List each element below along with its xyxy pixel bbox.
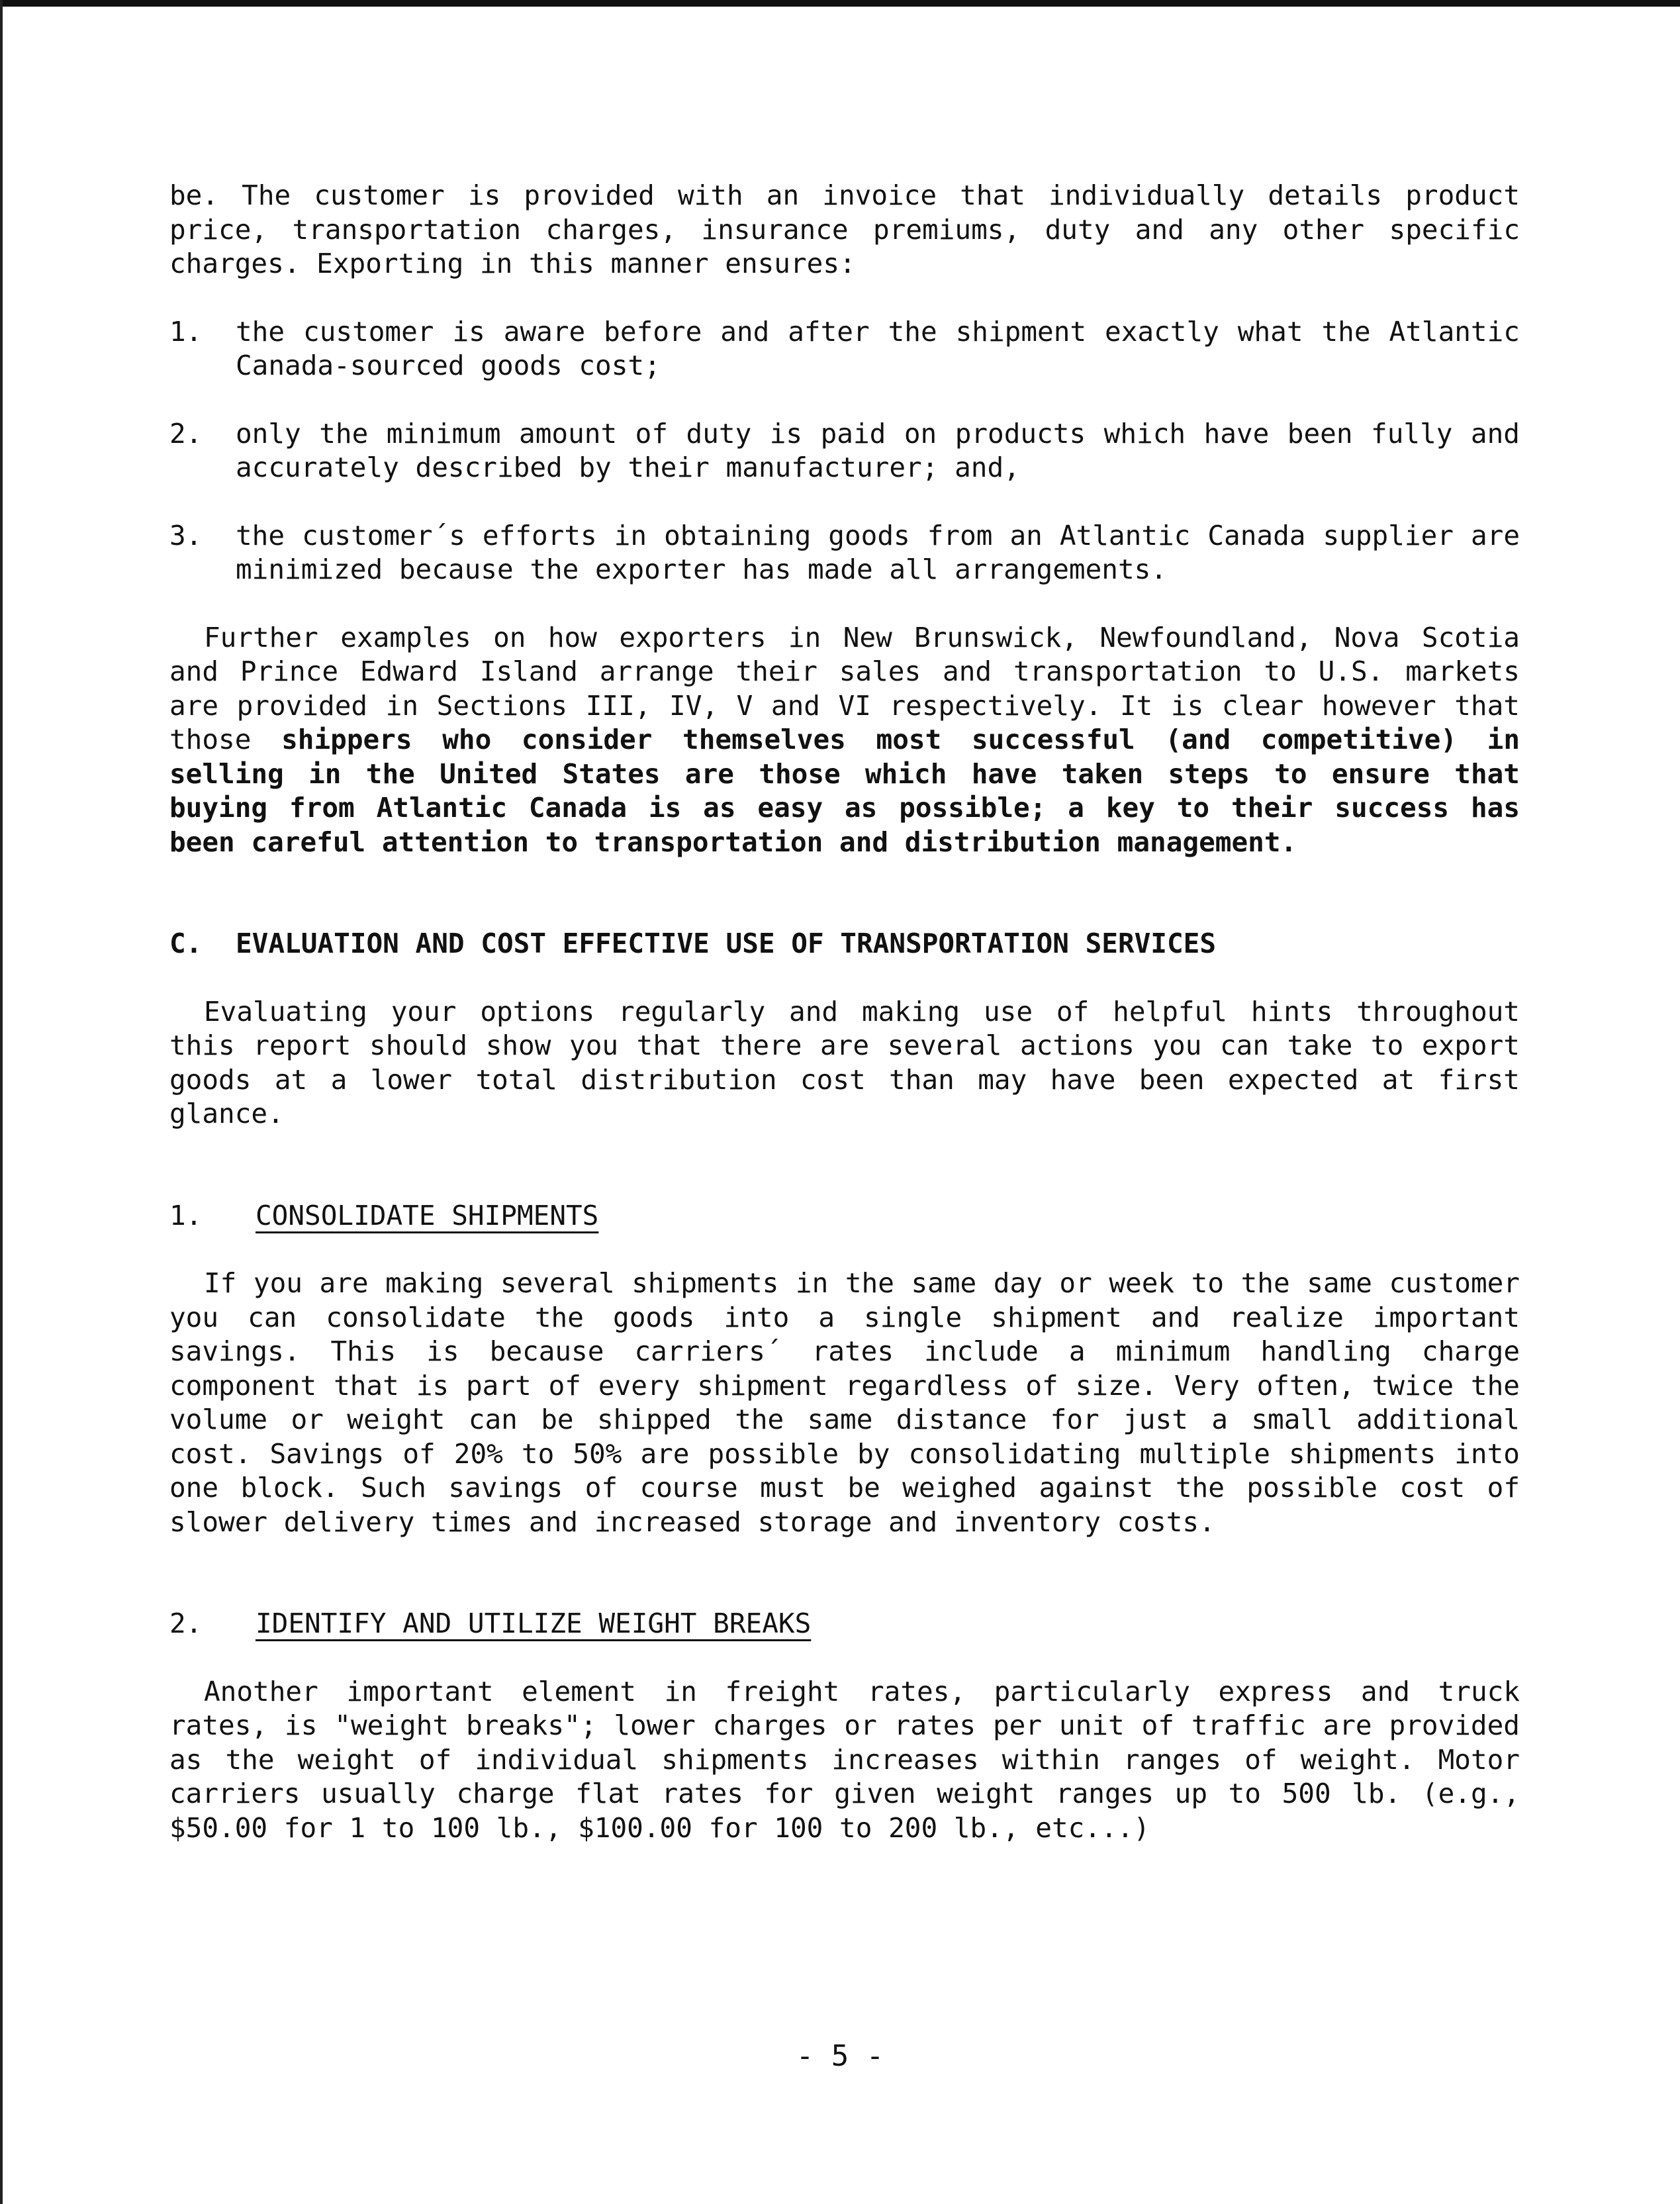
subsection-title: CONSOLIDATE SHIPMENTS (256, 1199, 599, 1231)
section-letter: C. (169, 928, 203, 959)
document-page (169, 179, 1520, 1845)
subsection-1-heading (169, 1199, 1520, 1233)
subsection-2-paragraph: Another important element in freight rates, particularly express and truck rates, is "weight breaks"; lower charges or rates per unit of traffic are provided as the weight of individual shipments increases within ranges of weight. Motor carriers usually charge flat rates for given weight ranges up to 500 lb. (e.g., $50.00 for 1 to 100 lb., $100.00 for 100 to 200 lb., etc...) (169, 1675, 1520, 1844)
list-text: the customer is aware before and after the shipment exactly what the Atlantic Canada-sourced goods cost; (236, 315, 1520, 381)
subsection-2-heading (169, 1607, 1520, 1641)
subsection-1-paragraph: If you are making several shipments in the same day or week to the same customer you can consolidate the goods into a single shipment and realize important savings. This is because carriers´ rates include a minimum handling charge component that is part of every shipment regardless of size. Very often, twice the volume or weight can be shipped the same distance for just a small additional cost. Savings of 20% to 50% are possible by consolidating multiple shipments into one block. Such savings of course must be weighed against the possible cost of slower delivery times and increased storage and inventory costs. (169, 1267, 1520, 1538)
page-number: - 5 - (796, 2039, 884, 2073)
subsection-number: 1. (169, 1199, 203, 1231)
left-border-rule (0, 0, 3, 2204)
section-c-heading (169, 927, 1520, 961)
list-item-2 (169, 417, 1520, 485)
further-examples-paragraph (169, 621, 1520, 860)
list-number: 1. (169, 315, 203, 348)
list-text: the customer´s efforts in obtaining goods from an Atlantic Canada supplier are minimized because the exporter has made all arrangements. (236, 519, 1520, 585)
list-text: only the minimum amount of duty is paid on products which have been fully and accurately described by their manufacturer; and, (236, 417, 1520, 483)
list-item-1 (169, 315, 1520, 383)
list-number: 2. (169, 417, 203, 450)
subsection-number: 2. (169, 1607, 203, 1639)
section-c-paragraph: Evaluating your options regularly and making use of helpful hints throughout this report should show you that there are several actions you can take to export goods at a lower total distribution cost than may have been expected at first glance. (169, 995, 1520, 1129)
further-examples-text: Further examples on how exporters in New Brunswick, Newfoundland, Nova Scotia and Prince Edward Island arrange their sales and transportation to U.S. markets are provided in Sections III, IV, V and VI respectively. It is clear however that those (169, 621, 1520, 755)
subsection-title: IDENTIFY AND UTILIZE WEIGHT BREAKS (256, 1607, 812, 1639)
top-border-rule (0, 0, 1680, 7)
list-number: 3. (169, 519, 203, 551)
list-item-3 (169, 519, 1520, 587)
section-title: EVALUATION AND COST EFFECTIVE USE OF TRANSPORTATION SERVICES (236, 928, 1217, 959)
intro-paragraph: be. The customer is provided with an invoice that individually details product price, transportation charges, insurance premiums, duty and any other specific charges. Exporting in this manner ensures: (169, 179, 1520, 279)
further-examples-emphasis: shippers who consider themselves most successful (and competitive) in selling in the United States are those which have taken steps to ensure that buying from Atlantic Canada is as easy as possible; a key to their success has been careful attention to transportation and distribution management. (169, 724, 1520, 858)
